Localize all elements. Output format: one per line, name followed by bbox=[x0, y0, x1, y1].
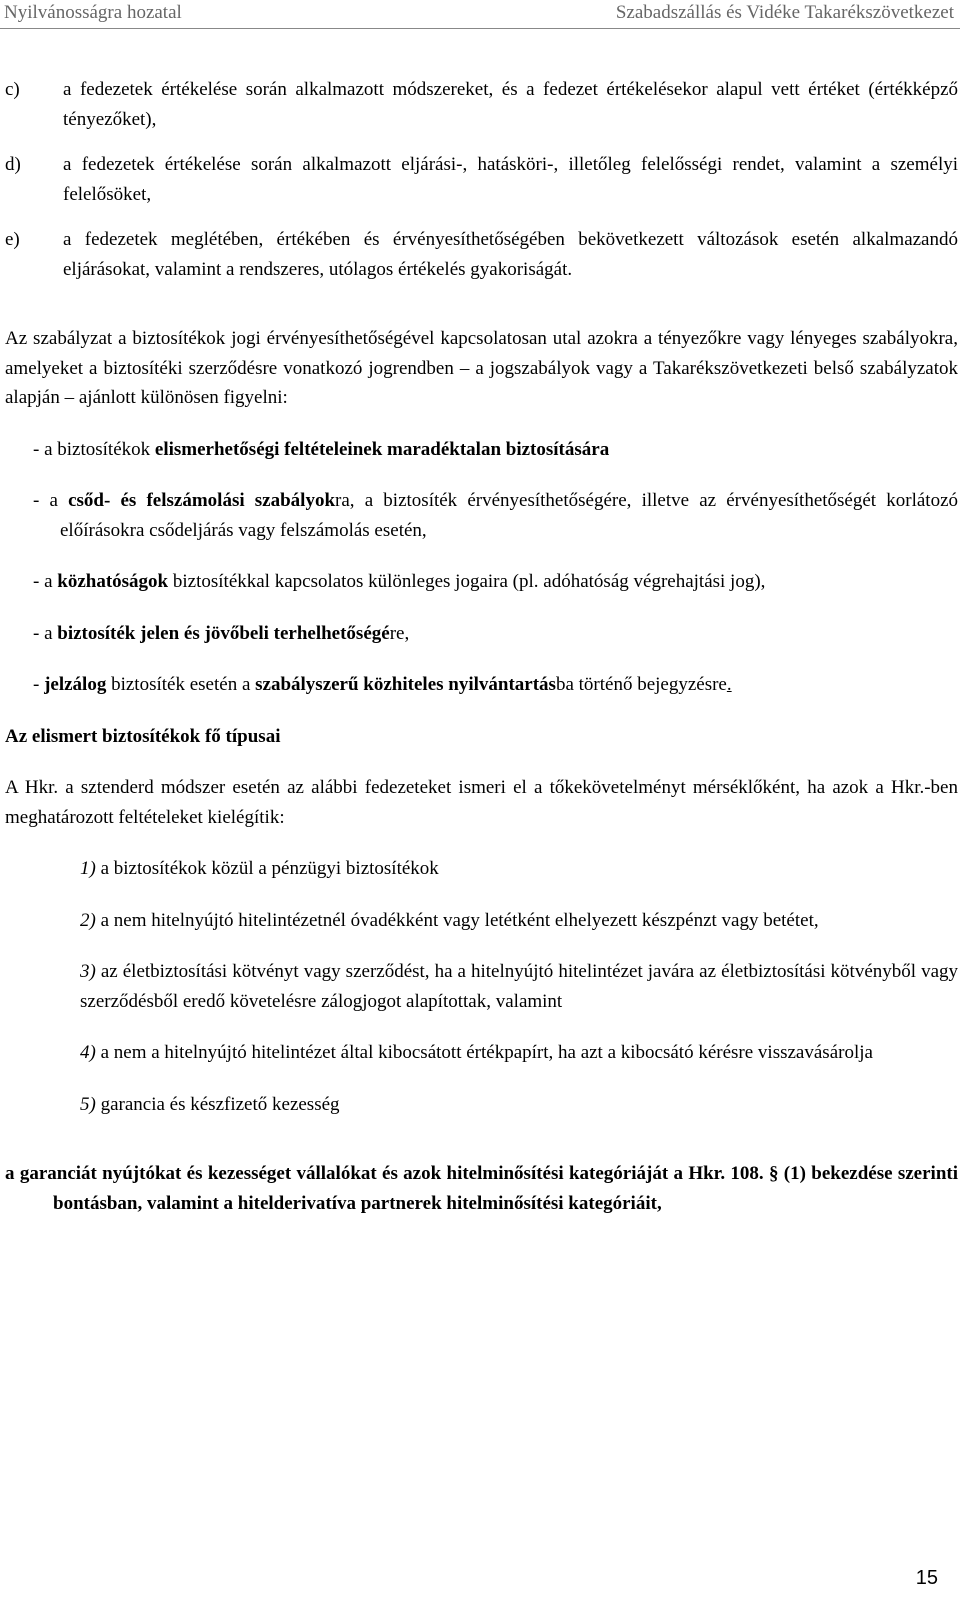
dash-bold: szabályszerű közhiteles nyilvántartás bbox=[255, 674, 556, 695]
numbered-item-4 bbox=[5, 1038, 958, 1068]
intro-paragraph: Az szabályzat a biztosítékok jogi érvényesíthetőségével kapcsolatosan utal azokra a tényezőkre vagy lényeges szabályokra, amelyeket a biztosítéki szerződésre vonatkozó jogrendben – a jogszabályok vagy a Takarékszövetkezeti belső szabályzatok alapján – ajánlott különösen figyelni: bbox=[5, 328, 958, 408]
list-item-d bbox=[5, 150, 958, 209]
list-item-e bbox=[5, 225, 958, 284]
dash-bold: é bbox=[381, 622, 390, 644]
item-text: az életbiztosítási kötvényt vagy szerződést, ha a hitelnyújtó hitelintézet javára az életbiztosítási kötvényből vagy szerződésből eredő követelésre zálogjogot alapítottak, valamint bbox=[80, 961, 958, 1012]
header-left-text: Nyilvánosságra hozatal bbox=[4, 2, 182, 23]
dash-text: ba történő bejegyzésre bbox=[555, 674, 727, 695]
item-text: garancia és készfizető kezesség bbox=[95, 1093, 340, 1115]
dash-text: - bbox=[33, 674, 45, 695]
list-label: d) bbox=[5, 154, 21, 175]
list-item-c bbox=[5, 75, 958, 134]
dash-item-4 bbox=[5, 619, 958, 649]
list-label: c) bbox=[5, 79, 20, 100]
dash-text: - a bbox=[33, 571, 58, 592]
numbered-item-1 bbox=[5, 854, 958, 884]
dash-item-5 bbox=[5, 670, 958, 700]
dash-item-2 bbox=[5, 486, 958, 545]
item-number: 3) bbox=[80, 961, 96, 982]
dash-text: - a biztosítékok bbox=[33, 438, 155, 460]
document-body bbox=[5, 75, 958, 1218]
dash-bold: csőd- és felszámolási szabályok bbox=[68, 490, 336, 511]
dash-bold: közhatóságok bbox=[57, 571, 169, 592]
section-intro: A Hkr. a sztenderd módszer esetén az alábbi fedezeteket ismeri el a tőkekövetelményt mérséklőként, ha azok a Hkr.-ben meghatározott feltételeket kielégítik: bbox=[5, 777, 958, 828]
page-number: 15 bbox=[915, 1567, 938, 1589]
page-header bbox=[0, 0, 960, 30]
dash-bold: jelzálog bbox=[44, 674, 107, 695]
item-number: 1) bbox=[80, 858, 96, 879]
item-text: a biztosítékok közül a pénzügyi biztosítékok bbox=[95, 858, 439, 879]
dash-text: biztosítékkal kapcsolatos különleges jogaira (pl. adóhatóság végrehajtási jog), bbox=[168, 571, 766, 592]
dash-text: . bbox=[726, 674, 732, 695]
header-rule bbox=[0, 28, 960, 29]
list-text: a fedezetek értékelése során alkalmazott módszereket, és a fedezet értékelésekor alapul vett értéket (értékképző tényezőket), bbox=[63, 79, 958, 130]
final-paragraph: a garanciát nyújtókat és kezességet vállalókat és azok hitelminősítési kategóriáját a Hkr. 108. § (1) bekezdése szerinti bontásban, valamint a hitelderivatíva partnerek hitelminősítési kategóriáit, bbox=[5, 1163, 958, 1214]
numbered-item-2 bbox=[5, 906, 958, 936]
dash-text: biztosíték esetén a bbox=[106, 674, 256, 695]
list-text: a fedezetek értékelése során alkalmazott eljárási-, hatásköri-, illetőleg felelősségi rendet, valamint a személyi felelősöket, bbox=[63, 154, 958, 205]
section-heading: Az elismert biztosítékok fő típusai bbox=[5, 725, 281, 747]
dash-text: - a bbox=[33, 490, 69, 511]
numbered-item-3 bbox=[5, 957, 958, 1016]
list-label: e) bbox=[5, 229, 20, 250]
dash-item-3 bbox=[5, 567, 958, 597]
item-number: 5) bbox=[80, 1093, 96, 1115]
dash-item-1 bbox=[5, 435, 958, 465]
header-right-text: Szabadszállás és Vidéke Takarékszövetkezet bbox=[615, 2, 954, 23]
dash-text: - a bbox=[33, 622, 58, 644]
item-text: a nem hitelnyújtó hitelintézetnél óvadékként vagy letétként elhelyezett készpénzt vagy betétet, bbox=[95, 909, 819, 931]
item-number: 4) bbox=[80, 1042, 96, 1063]
item-number: 2) bbox=[80, 909, 96, 931]
dash-bold: biztosíték jelen és jövőbeli terhelhetőség bbox=[57, 622, 382, 644]
dash-text: re, bbox=[389, 622, 410, 644]
numbered-item-5 bbox=[5, 1090, 958, 1120]
dash-bold: elismerhetőségi feltételeinek maradéktalan biztosítására bbox=[154, 438, 610, 460]
dash-text: ra, a biztosíték érvényesíthetőségére, illetve az érvényesíthetőségét korlátozó előírásokra csődeljárás vagy felszámolás esetén, bbox=[60, 490, 958, 541]
list-text: a fedezetek meglétében, értékében és érvényesíthetőségében bekövetkezett változások esetén alkalmazandó eljárásokat, valamint a rendszeres, utólagos értékelés gyakoriságát. bbox=[63, 229, 958, 280]
item-text: a nem a hitelnyújtó hitelintézet által kibocsátott értékpapírt, ha azt a kibocsátó kérésre visszavásárolja bbox=[95, 1042, 873, 1063]
